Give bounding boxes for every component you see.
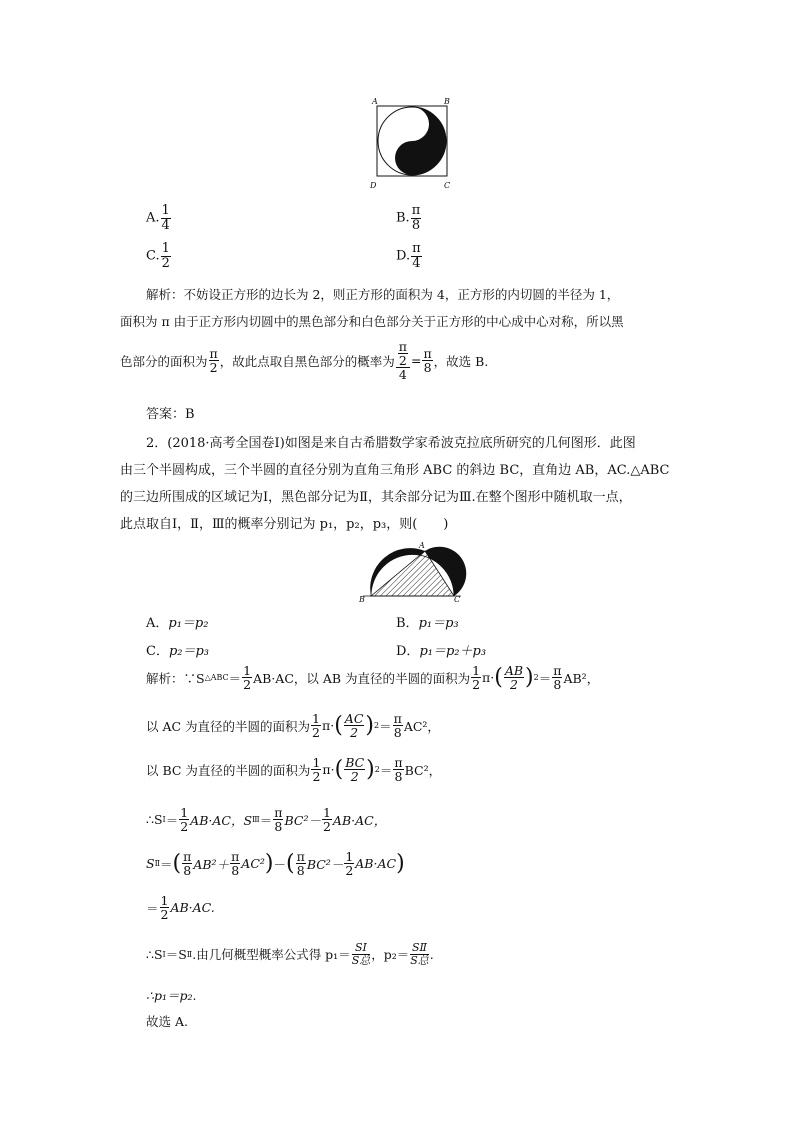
q2-solution-line4: ∴S Ⅰ ＝ $\frac{1}{2}$ AB·AC，S Ⅲ ＝ $\frac{\pi}{8}$ BC²－ $\frac{1}{2}$ AB·AC，	[146, 805, 387, 835]
q2-option-b: B．p₁＝p₃	[396, 616, 459, 631]
q2-solution-line1: 解析：∵S △ABC ＝ $\frac{1}{2}$ AB·AC，以 AB 为直径的半圆的面积为 $\frac{1}{2}$ π· ( $\frac{AB}{2}$ ) 2 ＝ $\frac{\pi}{8}$ AB²，	[146, 663, 600, 693]
q2-solution-line2: 以 AC 为直径的半圆的面积为 $\frac{1}{2}$ π· ( $\frac{AC}{2}$ ) 2 ＝ $\frac{\pi}{8}$ AC²，	[146, 711, 440, 741]
q2-solution-line9: 故选 A.	[146, 1014, 188, 1029]
q2-solution-line8: ∴p₁＝p₂.	[146, 988, 197, 1003]
q1-option-b: B. $\frac{\pi}{8}$	[396, 203, 421, 233]
figure-label-a: A	[372, 97, 378, 106]
q2-solution-line5: S Ⅱ ＝ ( $\frac{\pi}{8}$ AB²＋ $\frac{\pi}{8}$ AC² ) － ( $\frac{\pi}{8}$ BC²－ $\frac{1}{2}$ AB·AC )	[146, 849, 405, 879]
lune-label-a: A	[419, 541, 425, 550]
q2-option-d: D．p₁＝p₂＋p₃	[396, 644, 487, 659]
taiji-figure	[368, 96, 458, 192]
lune-label-b: B	[359, 595, 365, 604]
q1-option-a: A. $\frac{1}{4}$	[146, 203, 170, 233]
q1-option-c: C. $\frac{1}{2}$	[146, 241, 170, 271]
q1-analysis-line3: 色部分的面积为 $\frac{\pi}{2}$ ，故此点取自黑色部分的概率为 $\frac{\frac{\pi}{2}}{4}$ = $\frac{\pi}{8}$ ，故选 B.	[120, 339, 489, 383]
q2-stem-line1: 2．(2018·高考全国卷Ⅰ)如图是来自古希腊数学家希波克拉底所研究的几何图形．此图	[146, 436, 636, 451]
q1-analysis-line1: 解析：不妨设正方形的边长为 2，则正方形的面积为 4，正方形的内切圆的半径为 1，	[146, 287, 620, 302]
lune-figure	[353, 538, 468, 604]
q2-option-c: C．p₂＝p₃	[146, 644, 210, 659]
q2-solution-line7: ∴S Ⅰ ＝S Ⅱ .由几何概型概率公式得 p₁＝ $\frac{\text{SⅠ}}{\text{S总}}$ ，p₂＝ $\frac{\text{SⅡ}}{\text{S总}}$ .	[146, 941, 434, 967]
q2-stem-line3: 的三边所围成的区域记为Ⅰ，黑色部分记为Ⅱ，其余部分记为Ⅲ.在整个图形中随机取一点，	[120, 490, 632, 505]
figure-label-d: D	[370, 181, 377, 190]
q2-solution-line3: 以 BC 为直径的半圆的面积为 $\frac{1}{2}$ π· ( $\frac{BC}{2}$ ) 2 ＝ $\frac{\pi}{8}$ BC²，	[146, 755, 442, 785]
q2-option-a: A．p₁＝p₂	[146, 616, 209, 631]
q1-answer: 答案：B	[146, 407, 195, 422]
q2-stem-line4: 此点取自Ⅰ，Ⅱ，Ⅲ的概率分别记为 p₁，p₂，p₃，则( )	[120, 517, 449, 532]
lune-label-c: C	[454, 595, 461, 604]
q2-solution-line6: ＝ $\frac{1}{2}$ AB·AC.	[146, 893, 215, 923]
q1-analysis-line2: 面积为 π 由于正方形内切圆中的黑色部分和白色部分关于正方形的中心成中心对称，所以黑	[120, 314, 624, 329]
q2-stem-line2: 由三个半圆构成，三个半圆的直径分别为直角三角形 ABC 的斜边 BC，直角边 AB，AC.△ABC	[120, 463, 670, 478]
figure-label-c: C	[444, 181, 451, 190]
q1-option-d: D. $\frac{\pi}{4}$	[396, 241, 421, 271]
figure-label-b: B	[444, 97, 450, 106]
